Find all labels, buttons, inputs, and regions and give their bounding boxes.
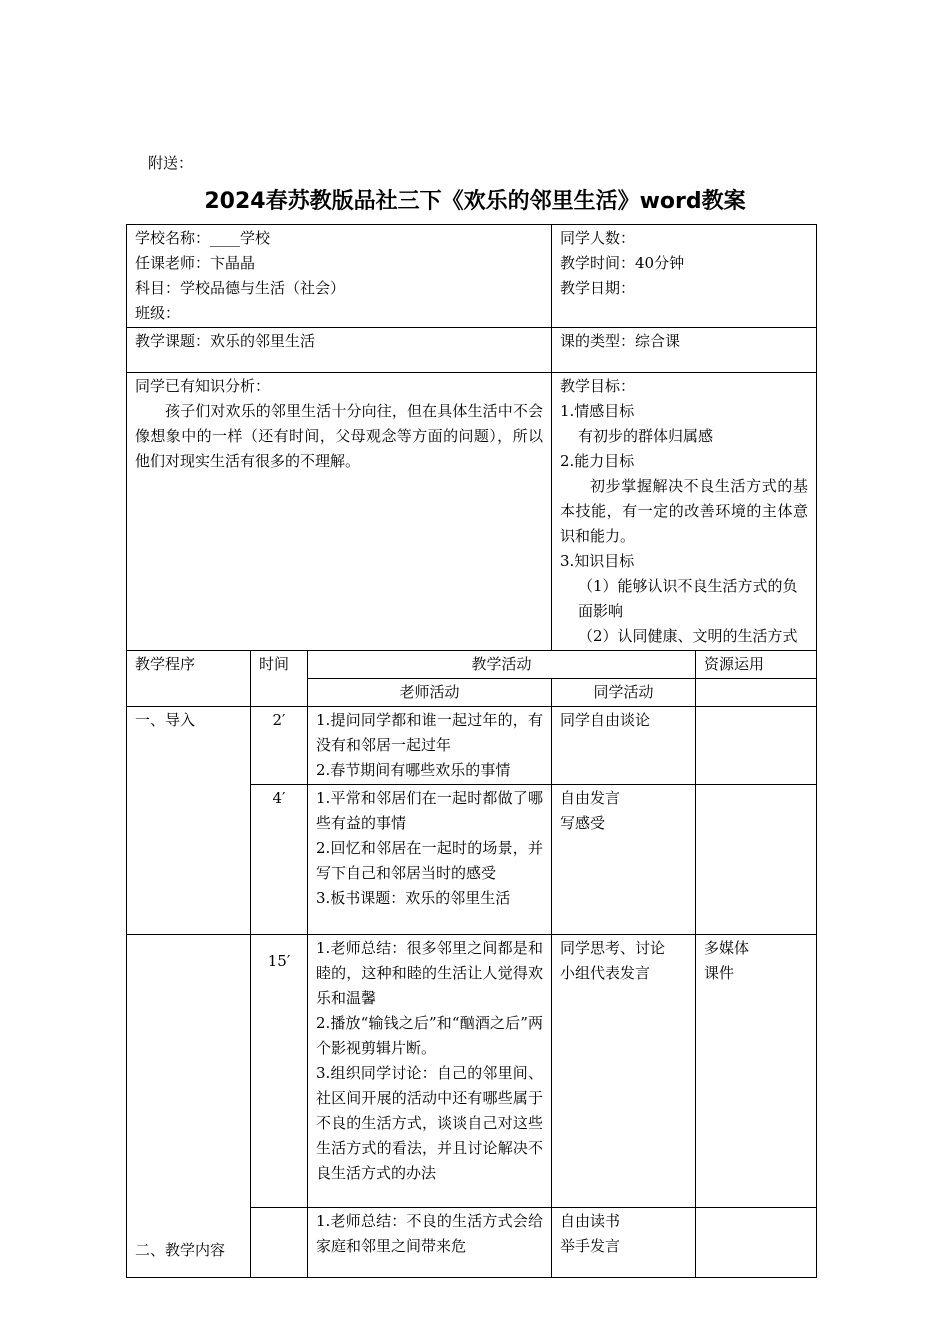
teacher-activity-line: 2.播放“输钱之后”和“酗酒之后”两个影视剪辑片断。 [316,1014,543,1057]
student-activity-line: 同学思考、讨论 [560,939,666,957]
goal-2-text: 初步掌握解决不良生活方式的基本技能，有一定的改善环境的主体意识和能力。 [560,477,808,545]
school-name: 学校名称：____学校 [135,229,271,247]
info-row [127,225,817,328]
knowledge-analysis-cell [127,373,552,651]
student-activity-cell [552,707,696,785]
teacher-activity-line: 3.板书课题：欢乐的邻里生活 [316,889,511,907]
student-activity-line: 写感受 [560,814,606,832]
teacher-activity-cell [308,785,552,935]
stage-cell: 一、导入 [127,707,251,935]
topic-row [127,328,817,373]
student-count: 同学人数： [560,229,636,247]
student-activity-cell [552,785,696,935]
teacher-activity-line: 1.提问同学都和谁一起过年的，有没有和邻居一起过年 [316,711,543,754]
time-cell [251,1208,308,1278]
student-activity-line: 自由发言 [560,789,621,807]
teacher-activity-line: 1.平常和邻居们在一起时都做了哪些有益的事情 [316,789,543,832]
subject: 科目：学校品德与生活（社会） [135,279,346,297]
lesson-type: 课的类型：综合课 [552,328,817,373]
teacher-activity-header: 老师活动 [308,679,552,707]
activity-header: 教学活动 [308,651,696,679]
goal-3-item-2: （2）认同健康、文明的生活方式 [578,627,798,645]
document-title: 2024春苏教版品社三下《欢乐的邻里生活》word教案 [204,189,746,214]
analysis-goals-row [127,373,817,651]
student-activity-cell [552,935,696,1208]
resource-cell [696,935,817,1208]
table-row [127,935,817,1208]
procedure-header: 教学程序 [127,651,251,707]
teacher-activity-line: 2.回忆和邻居在一起时的场景，并写下自己和邻居当时的感受 [316,839,543,882]
student-activity-line: 自由读书 [560,1212,621,1230]
teaching-goals-cell [552,373,817,651]
resource-cell [696,1208,817,1278]
time-cell: 15′ [251,935,308,1208]
table-row [127,707,817,785]
goal-3-item-1: （1）能够认识不良生活方式的负面影响 [578,577,798,620]
school-info-cell [127,225,552,328]
goal-1-text: 有初步的群体归属感 [578,427,714,445]
teacher-activity-line: 1.老师总结：很多邻里之间都是和睦的，这种和睦的生活让人觉得欢乐和温馨 [316,939,543,1007]
lesson-plan-table [126,224,817,1278]
student-activity-line: 举手发言 [560,1237,621,1255]
teaching-time: 教学时间：40分钟 [560,254,685,272]
analysis-heading: 同学已有知识分析： [135,377,271,395]
resource-cell [696,785,817,935]
teacher-name: 任课老师：卞晶晶 [135,254,256,272]
teaching-date: 教学日期： [560,279,636,297]
resource-subheader-cell [696,679,817,707]
teacher-activity-cell [308,935,552,1208]
time-cell: 2′ [251,707,308,785]
appendix-note: 附送： [148,154,194,172]
resource-line: 课件 [704,964,735,982]
time-header: 时间 [251,651,308,707]
student-activity-header: 同学活动 [552,679,696,707]
header-row [127,651,817,679]
goals-heading: 教学目标： [560,377,636,395]
lesson-topic: 教学课题：欢乐的邻里生活 [127,328,552,373]
teacher-activity-cell [308,1208,552,1278]
teacher-activity-cell [308,707,552,785]
goal-3-title: 3.知识目标 [560,552,635,570]
resource-header: 资源运用 [696,651,817,679]
goal-2-title: 2.能力目标 [560,452,635,470]
student-activity-line: 小组代表发言 [560,964,651,982]
student-activity-line: 同学自由谈论 [560,711,651,729]
time-cell: 4′ [251,785,308,935]
resource-line: 多媒体 [704,939,750,957]
student-activity-cell [552,1208,696,1278]
stage-cell: 二、教学内容 [127,935,251,1278]
class: 班级： [135,304,181,322]
teacher-activity-line: 3.组织同学讨论：自己的邻里间、社区间开展的活动中还有哪些属于不良的生活方式，谈谈自己对这些生活方式的看法，并且讨论解决不良生活方式的办法 [316,1064,543,1182]
goal-1-title: 1.情感目标 [560,402,635,420]
analysis-text: 孩子们对欢乐的邻里生活十分向往，但在具体生活中不会像想象中的一样（还有时间，父母观念等方面的问题），所以他们对现实生活有很多的不理解。 [135,402,543,470]
teacher-activity-line: 2.春节期间有哪些欢乐的事情 [316,761,511,779]
resource-cell [696,707,817,785]
teacher-activity-line: 1.老师总结：不良的生活方式会给家庭和邻里之间带来危 [316,1212,543,1255]
class-info-cell [552,225,817,328]
